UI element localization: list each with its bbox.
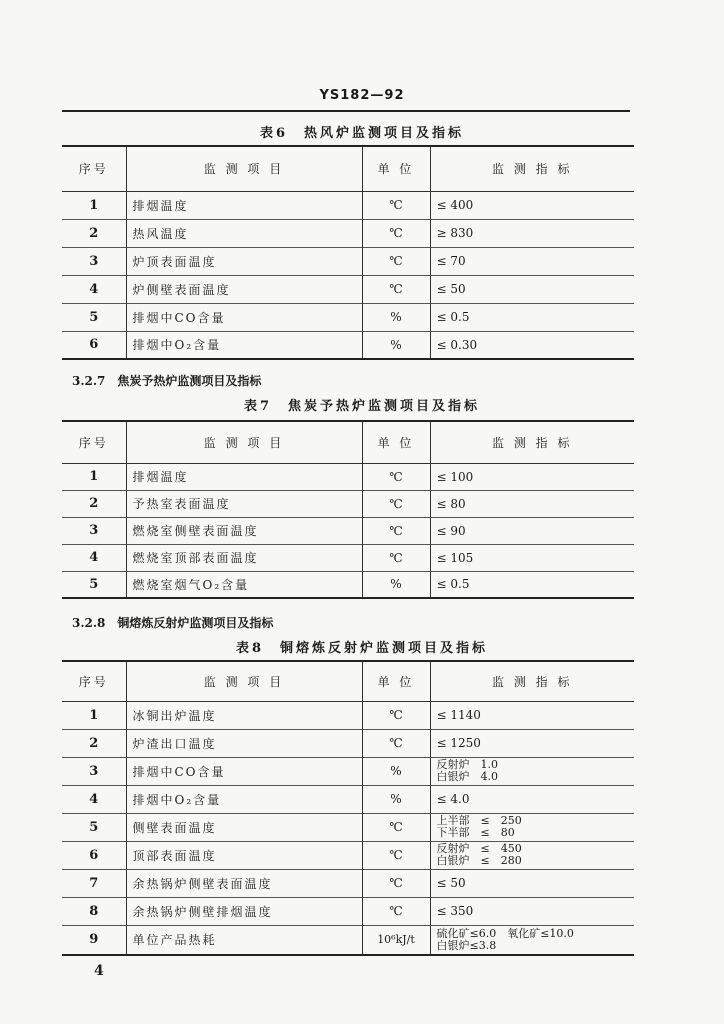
- row-no: 6: [89, 847, 99, 863]
- row-indicator: ≥ 830: [430, 219, 634, 247]
- table-row: [62, 490, 634, 517]
- row-indicator: ≤ 50: [430, 869, 634, 897]
- table7: [62, 420, 634, 599]
- row-item: 排烟中O₂含量: [126, 331, 362, 359]
- table-row: [62, 701, 634, 729]
- row-no: 2: [89, 735, 99, 751]
- header-no: 序号: [78, 674, 109, 689]
- row-no: 2: [89, 496, 99, 511]
- row-indicator: ≤ 80: [430, 490, 634, 517]
- row-no: 5: [89, 309, 99, 325]
- table-row: [62, 813, 634, 841]
- row-no: 1: [89, 469, 99, 484]
- row-unit: ℃: [362, 813, 430, 841]
- row-no: 9: [89, 932, 99, 948]
- row-indicator: ≤ 1250: [430, 729, 634, 757]
- row-indicator: ≤ 0.30: [430, 331, 634, 359]
- indicator-line: 白银炉 4.0: [436, 770, 498, 783]
- row-unit: ℃: [362, 897, 430, 925]
- row-unit: ℃: [362, 219, 430, 247]
- table-row: [62, 897, 634, 925]
- header-indicator: 监 测 指 标: [430, 421, 634, 463]
- row-no: 3: [89, 523, 99, 538]
- indicator-line: 白银炉 ≤ 280: [436, 854, 522, 867]
- row-item: 单位产品热耗: [126, 925, 362, 955]
- table6: [62, 145, 634, 360]
- row-indicator: ≤ 4.0: [430, 785, 634, 813]
- row-item: 余热锅炉侧壁排烟温度: [126, 897, 362, 925]
- table-row: [62, 544, 634, 571]
- row-item: 炉顶表面温度: [126, 247, 362, 275]
- indicator-line: 下半部 ≤ 80: [436, 826, 515, 839]
- document-code: YS182—92: [319, 88, 405, 103]
- row-indicator: ≤ 0.5: [430, 571, 634, 598]
- row-item: 排烟温度: [126, 191, 362, 219]
- row-unit: ℃: [362, 701, 430, 729]
- row-indicator: [430, 925, 634, 955]
- row-unit: ℃: [362, 191, 430, 219]
- header-indicator: 监 测 指 标: [430, 146, 634, 191]
- row-no: 7: [89, 875, 99, 891]
- table8: [62, 660, 634, 956]
- table7-caption: 表7 焦炭予热炉监测项目及指标: [243, 399, 481, 414]
- row-indicator: ≤ 350: [430, 897, 634, 925]
- header-item: 监 测 项 目: [126, 661, 362, 701]
- table-row: [62, 219, 634, 247]
- row-item: 冰铜出炉温度: [126, 701, 362, 729]
- row-item: 排烟中O₂含量: [126, 785, 362, 813]
- table8-header-row: [62, 661, 634, 701]
- row-no: 4: [89, 281, 99, 297]
- row-item: 燃烧室烟气O₂含量: [126, 571, 362, 598]
- row-no: 4: [89, 791, 99, 807]
- table-row: [62, 517, 634, 544]
- row-unit: %: [362, 303, 430, 331]
- row-unit: ℃: [362, 729, 430, 757]
- header-indicator: 监 测 指 标: [430, 661, 634, 701]
- header-unit: 单 位: [362, 661, 430, 701]
- row-unit: ℃: [362, 517, 430, 544]
- header-item: 监 测 项 目: [126, 421, 362, 463]
- row-no: 1: [89, 707, 99, 723]
- row-unit: ℃: [362, 247, 430, 275]
- row-unit: ℃: [362, 463, 430, 490]
- row-item: 排烟温度: [126, 463, 362, 490]
- table6-caption: 表6 热风炉监测项目及指标: [259, 126, 465, 141]
- row-unit: ℃: [362, 275, 430, 303]
- header-unit: 单 位: [362, 146, 430, 191]
- row-indicator: ≤ 400: [430, 191, 634, 219]
- header-item: 监 测 项 目: [126, 146, 362, 191]
- row-unit: ℃: [362, 544, 430, 571]
- indicator-line: 反射炉 1.0: [436, 758, 498, 771]
- row-indicator: ≤ 0.5: [430, 303, 634, 331]
- row-indicator: ≤ 50: [430, 275, 634, 303]
- row-unit: %: [362, 331, 430, 359]
- row-no: 8: [89, 903, 99, 919]
- row-item: 炉侧壁表面温度: [126, 275, 362, 303]
- table-row: [62, 247, 634, 275]
- row-unit: 10⁶kJ/t: [362, 925, 430, 955]
- row-unit: ℃: [362, 490, 430, 517]
- table-row: [62, 463, 634, 490]
- row-item: 排烟中CO含量: [126, 757, 362, 785]
- row-no: 5: [89, 819, 99, 835]
- table-row: [62, 303, 634, 331]
- row-indicator: ≤ 90: [430, 517, 634, 544]
- row-indicator: ≤ 100: [430, 463, 634, 490]
- row-unit: ℃: [362, 869, 430, 897]
- row-indicator: ≤ 1140: [430, 701, 634, 729]
- row-indicator: [430, 757, 634, 785]
- row-unit: %: [362, 785, 430, 813]
- table-row: [62, 331, 634, 359]
- indicator-line: 硫化矿≤6.0 氧化矿≤10.0: [436, 926, 574, 940]
- page-number: 4: [94, 963, 104, 979]
- table-row: [62, 841, 634, 869]
- section-3-2-8-title: 3.2.8 铜熔炼反射炉监测项目及指标: [72, 616, 274, 630]
- row-item: 热风温度: [126, 219, 362, 247]
- row-no: 3: [89, 253, 99, 269]
- row-no: 6: [89, 337, 99, 353]
- header-no: 序号: [78, 435, 109, 450]
- table-row: [62, 275, 634, 303]
- row-item: 燃烧室顶部表面温度: [126, 544, 362, 571]
- row-item: 顶部表面温度: [126, 841, 362, 869]
- row-indicator: ≤ 105: [430, 544, 634, 571]
- row-no: 1: [89, 197, 99, 213]
- row-item: 余热锅炉侧壁表面温度: [126, 869, 362, 897]
- row-indicator: [430, 813, 634, 841]
- row-item: 予热室表面温度: [126, 490, 362, 517]
- row-item: 排烟中CO含量: [126, 303, 362, 331]
- row-no: 2: [89, 225, 99, 241]
- header-no: 序号: [78, 162, 109, 177]
- table8-caption: 表8 铜熔炼反射炉监测项目及指标: [235, 641, 489, 656]
- header-rule: [62, 110, 630, 112]
- row-unit: ℃: [362, 841, 430, 869]
- row-unit: %: [362, 571, 430, 598]
- row-no: 5: [89, 576, 99, 592]
- row-item: 侧壁表面温度: [126, 813, 362, 841]
- indicator-line: 反射炉 ≤ 450: [436, 842, 522, 855]
- indicator-line: 上半部 ≤ 250: [436, 814, 522, 827]
- row-no: 3: [89, 763, 99, 779]
- table-row: [62, 785, 634, 813]
- row-unit: %: [362, 757, 430, 785]
- table-row: [62, 191, 634, 219]
- table6-header-row: [62, 146, 634, 191]
- table-row: [62, 571, 634, 598]
- table-row: [62, 869, 634, 897]
- indicator-line: 白银炉≤3.8: [436, 938, 497, 952]
- row-no: 4: [89, 550, 99, 565]
- table-row: [62, 925, 634, 955]
- table-row: [62, 757, 634, 785]
- table7-header-row: [62, 421, 634, 463]
- row-item: 炉渣出口温度: [126, 729, 362, 757]
- row-indicator: ≤ 70: [430, 247, 634, 275]
- row-indicator: [430, 841, 634, 869]
- section-3-2-7-title: 3.2.7 焦炭予热炉监测项目及指标: [72, 374, 262, 388]
- table-row: [62, 729, 634, 757]
- row-item: 燃烧室侧壁表面温度: [126, 517, 362, 544]
- header-unit: 单 位: [362, 421, 430, 463]
